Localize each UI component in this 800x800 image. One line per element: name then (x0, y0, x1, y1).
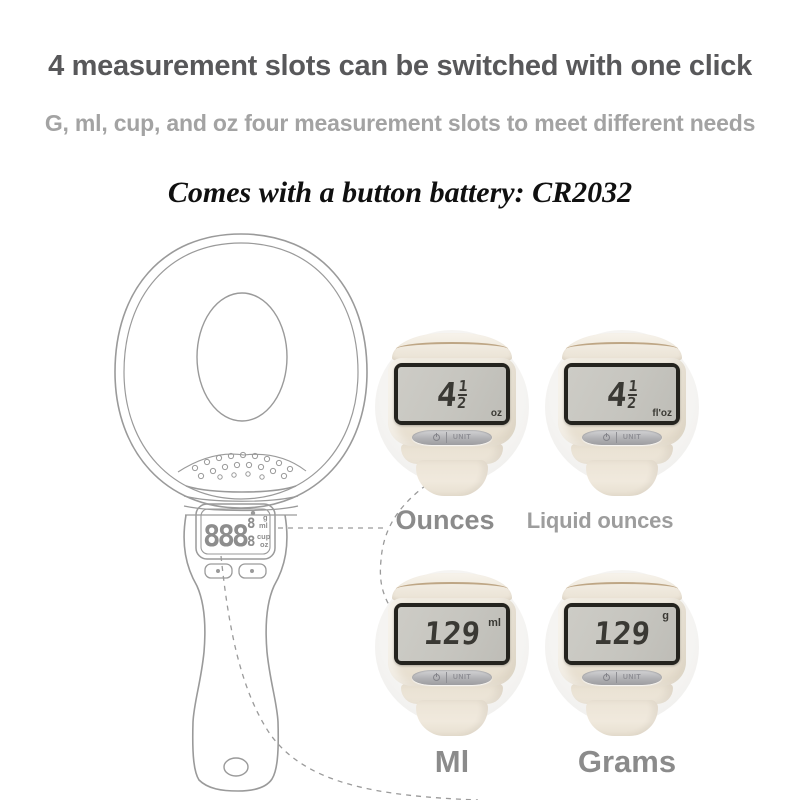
fraction-denominator: 2 (456, 393, 468, 411)
unit-button-label: UNIT (452, 674, 472, 681)
button-divider (446, 432, 447, 443)
lcd-screen (398, 367, 506, 421)
lcd-unit: ml (488, 617, 501, 629)
fraction-numerator: 1 (457, 376, 469, 394)
device-face (558, 598, 686, 686)
unit-button-label: UNIT (622, 434, 642, 441)
lcd-value: 4 (605, 374, 628, 414)
perforation-dots (192, 452, 292, 479)
cap-seam-line (396, 342, 508, 356)
cap-seam-line (396, 582, 508, 596)
device-stem (416, 700, 488, 736)
device-stem (586, 700, 658, 736)
lcd-value: 4 (435, 374, 458, 414)
lcd-screen (568, 607, 676, 661)
lcd-value: 129 (592, 615, 652, 652)
lcd-screen (568, 367, 676, 421)
lcd-fraction (457, 378, 469, 410)
sketch-lcd-digits: 888 (203, 519, 247, 553)
label-ounces: Ounces (395, 505, 495, 535)
cap-seam-line (566, 342, 678, 356)
button-bar (412, 670, 492, 685)
lcd-bezel (564, 603, 680, 665)
measuring-spoon-head (558, 573, 686, 736)
lcd-unit: oz (490, 408, 502, 419)
button-divider (446, 672, 447, 683)
device-face (558, 358, 686, 446)
fraction-numerator: 1 (627, 376, 639, 394)
page-subtitle: G, ml, cup, and oz four measurement slots to meet different needs (44, 110, 756, 136)
button-divider (616, 672, 617, 683)
measuring-spoon-head (558, 333, 686, 496)
product-photo-ml (375, 570, 529, 726)
page-title: 4 measurement slots can be switched with one click (48, 50, 752, 82)
button-bar (582, 430, 662, 445)
power-icon (433, 674, 440, 681)
button-bar (412, 430, 492, 445)
battery-note: Comes with a button battery: CR2032 (167, 176, 633, 209)
label-liquid-ounces: Liquid ounces (526, 508, 674, 533)
power-icon (603, 434, 610, 441)
product-photo-liquid-ounces (545, 330, 699, 486)
measuring-spoon-head (388, 333, 516, 496)
lcd-unit: g (662, 610, 669, 622)
label-grams: Grams (577, 744, 677, 779)
power-icon (603, 674, 610, 681)
device-face (388, 358, 516, 446)
sketch-lcd-small-digit-bottom: 8 (247, 534, 256, 550)
lcd-bezel (394, 363, 510, 425)
sketch-unit-ml: ml (259, 521, 268, 530)
button-divider (616, 432, 617, 443)
sketch-unit-g: g (263, 513, 268, 522)
label-ml: Ml (434, 744, 470, 779)
lcd-bezel (394, 603, 510, 665)
product-photo-ounces (375, 330, 529, 486)
sketch-unit-cup: cup (257, 532, 271, 541)
lcd-bezel (564, 363, 680, 425)
product-photo-grams (545, 570, 699, 726)
lcd-screen (398, 607, 506, 661)
sketch-lcd-content (203, 513, 271, 553)
device-stem (586, 460, 658, 496)
unit-button-label: UNIT (622, 674, 642, 681)
button-bar (582, 670, 662, 685)
lcd-unit: fl'oz (652, 408, 672, 419)
cap-seam-line (566, 582, 678, 596)
sketch-lcd-small-digit-top: 8 (247, 516, 256, 532)
lcd-fraction (627, 378, 639, 410)
lcd-value: 129 (422, 615, 482, 652)
fraction-denominator: 2 (626, 393, 638, 411)
sketch-unit-oz: oz (260, 540, 269, 549)
power-icon (433, 434, 440, 441)
device-stem (416, 460, 488, 496)
device-face (388, 598, 516, 686)
measuring-spoon-head (388, 573, 516, 736)
unit-button-label: UNIT (452, 434, 472, 441)
